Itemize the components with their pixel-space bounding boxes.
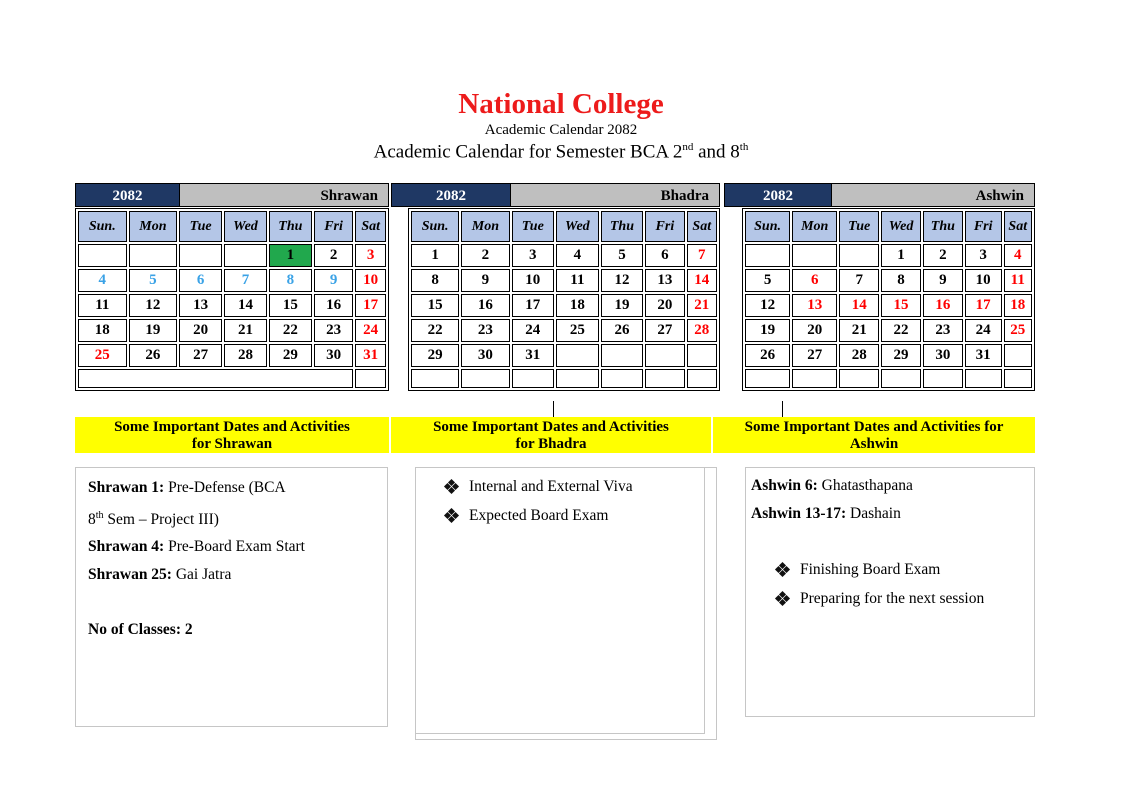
date-cell: 18 [556, 294, 599, 317]
empty-cell [1004, 344, 1032, 367]
banner-ashwin [713, 417, 1035, 453]
date-cell: 24 [355, 319, 386, 342]
day-header-cell: Tue [179, 211, 222, 242]
date-cell: 14 [839, 294, 879, 317]
date-cell: 23 [461, 319, 509, 342]
day-header-cell: Sun. [411, 211, 459, 242]
date-cell: 13 [792, 294, 837, 317]
month-cell: Ashwin [832, 183, 1035, 207]
notes-box-bhadra [415, 467, 705, 734]
date-cell: 31 [512, 344, 555, 367]
week-row [78, 369, 386, 388]
date-cell: 21 [687, 294, 717, 317]
empty-cell [601, 369, 644, 388]
empty-cell [745, 369, 790, 388]
bullet-text: Preparing for the next session [800, 589, 985, 607]
date-cell: 11 [556, 269, 599, 292]
date-cell: 21 [839, 319, 879, 342]
week-row [745, 269, 1032, 292]
date-cell: 27 [179, 344, 222, 367]
note-line: Shrawan 25: Gai Jatra [88, 565, 232, 583]
banner-line: Ashwin [849, 436, 899, 452]
calendar-bhadra [391, 183, 720, 391]
date-cell: 1 [269, 244, 312, 267]
empty-cell [792, 244, 837, 267]
date-cell: 2 [461, 244, 509, 267]
calendar-table [742, 208, 1035, 391]
date-cell: 15 [269, 294, 312, 317]
empty-cell [687, 344, 717, 367]
notes-box-ashwin [745, 467, 1035, 717]
table-connector-line [782, 401, 783, 417]
day-header-row [78, 211, 386, 242]
month-cell: Bhadra [511, 183, 720, 207]
date-cell: 1 [411, 244, 459, 267]
note-line: Ashwin 6: Ghatasthapana [751, 477, 913, 494]
date-cell: 11 [1004, 269, 1032, 292]
date-cell: 13 [645, 269, 684, 292]
empty-cell [965, 369, 1002, 388]
date-cell: 27 [792, 344, 837, 367]
empty-cell [839, 244, 879, 267]
date-cell: 14 [687, 269, 717, 292]
banner-bhadra [391, 417, 711, 453]
date-cell: 3 [965, 244, 1002, 267]
subtitle-superscript: th [739, 141, 749, 153]
diamond-bullet-icon [445, 480, 458, 493]
day-header-cell: Sat [687, 211, 717, 242]
date-cell: 7 [224, 269, 267, 292]
date-cell: 5 [601, 244, 644, 267]
date-cell: 10 [965, 269, 1002, 292]
date-cell: 19 [601, 294, 644, 317]
week-row [745, 319, 1032, 342]
bullet-text: Internal and External Viva [469, 478, 633, 495]
empty-cell [792, 369, 837, 388]
date-cell: 20 [792, 319, 837, 342]
empty-cell [512, 369, 555, 388]
date-cell: 4 [556, 244, 599, 267]
date-cell: 6 [645, 244, 684, 267]
subtitle-superscript: nd [682, 141, 694, 153]
week-row [745, 244, 1032, 267]
day-header-row [745, 211, 1032, 242]
empty-cell [224, 244, 267, 267]
day-header-cell: Mon [129, 211, 178, 242]
empty-cell [601, 344, 644, 367]
date-cell: 9 [461, 269, 509, 292]
date-cell: 21 [224, 319, 267, 342]
date-cell: 23 [923, 319, 963, 342]
banner-line: for Bhadra [515, 436, 587, 452]
empty-cell [129, 244, 178, 267]
day-header-cell: Tue [839, 211, 879, 242]
day-header-cell: Thu [923, 211, 963, 242]
date-cell: 28 [687, 319, 717, 342]
date-cell: 30 [314, 344, 354, 367]
empty-cell [411, 369, 459, 388]
page-subtitle-semester [0, 141, 1122, 163]
date-cell: 12 [129, 294, 178, 317]
week-row [78, 344, 386, 367]
date-cell: 17 [965, 294, 1002, 317]
empty-cell [556, 369, 599, 388]
week-row [411, 269, 717, 292]
date-cell: 31 [355, 344, 386, 367]
date-cell: 7 [839, 269, 879, 292]
date-cell: 17 [355, 294, 386, 317]
date-cell: 25 [556, 319, 599, 342]
date-cell: 4 [1004, 244, 1032, 267]
date-cell: 16 [461, 294, 509, 317]
week-row [745, 369, 1032, 388]
date-cell: 29 [411, 344, 459, 367]
page-title: National College [458, 88, 664, 120]
empty-cell [881, 369, 921, 388]
date-cell: 9 [923, 269, 963, 292]
date-cell: 18 [1004, 294, 1032, 317]
date-cell: 18 [78, 319, 127, 342]
note-line: Shrawan 4: Pre-Board Exam Start [88, 538, 305, 556]
day-header-cell: Wed [556, 211, 599, 242]
calendar-header [391, 183, 720, 207]
date-cell: 12 [601, 269, 644, 292]
day-header-cell: Mon [792, 211, 837, 242]
date-cell: 24 [965, 319, 1002, 342]
day-header-cell: Mon [461, 211, 509, 242]
day-header-row [411, 211, 717, 242]
subtitle-text: Academic Calendar for Semester BCA 2 [373, 141, 683, 163]
date-cell: 22 [269, 319, 312, 342]
date-cell: 1 [881, 244, 921, 267]
date-cell: 24 [512, 319, 555, 342]
date-cell: 16 [923, 294, 963, 317]
banner-line: Some Important Dates and Activities [114, 419, 350, 435]
date-cell: 7 [687, 244, 717, 267]
date-cell: 19 [745, 319, 790, 342]
empty-cell [1004, 369, 1032, 388]
year-cell: 2082 [391, 183, 511, 207]
empty-cell [556, 344, 599, 367]
banner-shrawan [75, 417, 389, 453]
empty-cell [839, 369, 879, 388]
date-cell: 19 [129, 319, 178, 342]
date-cell: 12 [745, 294, 790, 317]
date-cell: 3 [512, 244, 555, 267]
empty-cell [645, 369, 684, 388]
year-cell: 2082 [75, 183, 180, 207]
week-row [411, 319, 717, 342]
year-cell: 2082 [724, 183, 832, 207]
date-cell: 8 [269, 269, 312, 292]
date-cell: 6 [179, 269, 222, 292]
week-row [411, 244, 717, 267]
bullet-line [422, 472, 698, 501]
day-header-cell: Thu [269, 211, 312, 242]
date-cell: 2 [314, 244, 354, 267]
date-cell: 2 [923, 244, 963, 267]
note-line: Ashwin 13-17: Dashain [751, 504, 901, 522]
date-cell: 20 [179, 319, 222, 342]
calendar-table [75, 208, 389, 391]
day-header-cell: Wed [224, 211, 267, 242]
date-cell: 4 [78, 269, 127, 292]
diamond-bullet-icon [776, 592, 789, 605]
date-cell: 23 [314, 319, 354, 342]
date-cell: 22 [411, 319, 459, 342]
date-cell: 16 [314, 294, 354, 317]
empty-cell [78, 244, 127, 267]
calendar-header [724, 183, 1035, 207]
date-cell: 26 [745, 344, 790, 367]
empty-cell [78, 369, 353, 388]
date-cell: 6 [792, 269, 837, 292]
page-subtitle: Academic Calendar 2082 [484, 122, 638, 138]
bullet-line [422, 501, 698, 530]
date-cell: 8 [881, 269, 921, 292]
day-header-cell: Fri [965, 211, 1002, 242]
note-line: Shrawan 1: Pre-Defense (BCA [88, 479, 286, 496]
date-cell: 30 [923, 344, 963, 367]
date-cell: 9 [314, 269, 354, 292]
day-header-cell: Thu [601, 211, 644, 242]
empty-cell [645, 344, 684, 367]
spacer [88, 588, 377, 616]
date-cell: 29 [269, 344, 312, 367]
date-cell: 25 [78, 344, 127, 367]
week-row [411, 344, 717, 367]
empty-cell [923, 369, 963, 388]
date-cell: 27 [645, 319, 684, 342]
date-cell: 10 [355, 269, 386, 292]
month-cell: Shrawan [180, 183, 389, 207]
day-header-cell: Fri [645, 211, 684, 242]
banner-line: for Shrawan [191, 436, 273, 452]
week-row [78, 269, 386, 292]
subtitle-text: and 8 [693, 141, 740, 163]
date-cell: 26 [601, 319, 644, 342]
empty-cell [179, 244, 222, 267]
empty-cell [687, 369, 717, 388]
week-row [78, 244, 386, 267]
calendar-ashwin [724, 183, 1035, 391]
date-cell: 29 [881, 344, 921, 367]
date-cell: 14 [224, 294, 267, 317]
date-cell: 30 [461, 344, 509, 367]
date-cell: 17 [512, 294, 555, 317]
empty-cell [745, 244, 790, 267]
day-header-cell: Wed [881, 211, 921, 242]
date-cell: 5 [129, 269, 178, 292]
day-header-cell: Sun. [78, 211, 127, 242]
date-cell: 13 [179, 294, 222, 317]
banner-line: Some Important Dates and Activities [433, 419, 669, 435]
notes-box-shrawan [75, 467, 388, 727]
banner-line: Some Important Dates and Activities for [744, 419, 1004, 435]
calendar-table [408, 208, 720, 391]
bullet-line [751, 555, 1030, 584]
date-cell: 8 [411, 269, 459, 292]
date-cell: 11 [78, 294, 127, 317]
day-header-cell: Fri [314, 211, 354, 242]
week-row [411, 369, 717, 388]
week-row [78, 294, 386, 317]
spacer [751, 527, 1030, 555]
calendar-header [75, 183, 389, 207]
week-row [411, 294, 717, 317]
date-cell: 31 [965, 344, 1002, 367]
date-cell: 28 [224, 344, 267, 367]
note-line: 8th Sem – Project III) [88, 509, 219, 528]
date-cell: 5 [745, 269, 790, 292]
week-row [745, 294, 1032, 317]
calendar-shrawan [75, 183, 389, 391]
day-header-cell: Sun. [745, 211, 790, 242]
empty-cell [461, 369, 509, 388]
date-cell: 22 [881, 319, 921, 342]
empty-cell [355, 369, 386, 388]
date-cell: 15 [881, 294, 921, 317]
bullet-text: Expected Board Exam [469, 507, 609, 524]
diamond-bullet-icon [776, 563, 789, 576]
bullet-line [751, 584, 1030, 613]
date-cell: 28 [839, 344, 879, 367]
week-row [745, 344, 1032, 367]
bullet-text: Finishing Board Exam [800, 560, 941, 578]
day-header-cell: Tue [512, 211, 555, 242]
date-cell: 10 [512, 269, 555, 292]
date-cell: 20 [645, 294, 684, 317]
date-cell: 25 [1004, 319, 1032, 342]
week-row [78, 319, 386, 342]
note-line: No of Classes: 2 [88, 620, 193, 638]
date-cell: 26 [129, 344, 178, 367]
date-cell: 15 [411, 294, 459, 317]
day-header-cell: Sat [355, 211, 386, 242]
table-connector-line [553, 401, 554, 417]
diamond-bullet-icon [445, 509, 458, 522]
day-header-cell: Sat [1004, 211, 1032, 242]
date-cell: 3 [355, 244, 386, 267]
